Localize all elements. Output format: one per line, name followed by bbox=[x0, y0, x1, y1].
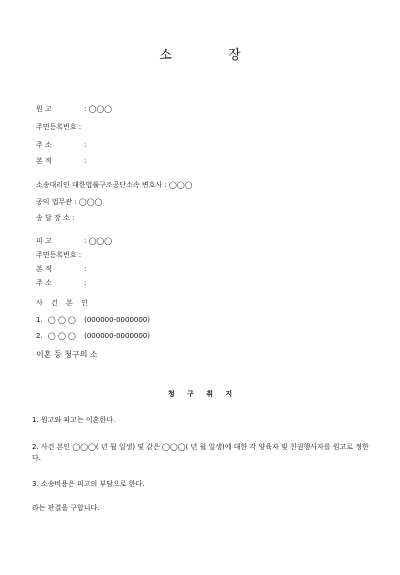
plaintiff-id-label: 주민등록번호 bbox=[36, 123, 77, 131]
claims-heading: 청 구 취 지 bbox=[167, 390, 238, 398]
plaintiff-name: ◯◯◯ bbox=[88, 105, 113, 113]
defendant-domicile-row: 본 적 : bbox=[36, 265, 87, 273]
defendant-address-row: 주 소 : bbox=[36, 279, 87, 287]
principal-id: (000000-0000000) bbox=[84, 332, 150, 340]
principals-heading: 사 건 본 인 bbox=[36, 299, 91, 307]
attorney-row: 소송대리인 대한법률구조공단소속 변호사 : ◯◯◯ bbox=[36, 181, 193, 189]
service-address-label: 송 달 장 소 bbox=[36, 214, 70, 222]
document-title: 소 장 bbox=[159, 48, 267, 63]
defendant-name: ◯◯◯ bbox=[88, 237, 113, 245]
principal-number: 2. bbox=[36, 332, 43, 340]
plaintiff-address-label: 주 소 bbox=[36, 141, 52, 149]
principal-number: 1. bbox=[36, 316, 43, 324]
plaintiff-name-row bbox=[36, 105, 112, 114]
principal-id: (000000-0000000) bbox=[84, 316, 150, 324]
plaintiff-domicile-row: 본 적 : bbox=[36, 157, 87, 165]
defendant-label: 피 고 bbox=[36, 237, 52, 245]
colon: : bbox=[84, 105, 89, 113]
defendant-id-row: 주민등록번호 : bbox=[36, 251, 82, 259]
judgment-request: 라는 판결을 구합니다. bbox=[32, 504, 100, 512]
attorney-name: ◯◯◯ bbox=[168, 181, 193, 189]
public-official-label: 공익 법무관 bbox=[36, 198, 73, 206]
defendant-id-label: 주민등록번호 bbox=[36, 251, 77, 259]
plaintiff-id-row: 주민등록번호 : bbox=[36, 123, 82, 131]
defendant-address-label: 주 소 bbox=[36, 279, 52, 287]
claim-item-2: 2. 사건 본인 ◯◯◯( 년 월 일생) 및 같은 ◯◯◯( 년 월 일생)에 대한 각 양육자 및 친권행사자를 원고로 정한다. bbox=[32, 443, 369, 462]
defendant-name-row: 피 고 : ◯◯◯ bbox=[36, 237, 113, 245]
public-official-name: ◯◯◯ bbox=[78, 198, 103, 206]
case-name: 이혼 등 청구의 소 bbox=[36, 350, 98, 359]
public-official-row: 공익 법무관 : ◯◯◯ bbox=[36, 198, 103, 206]
plaintiff-address-row: 주 소 : bbox=[36, 141, 87, 149]
principal-row-1 bbox=[36, 316, 150, 325]
plaintiff-domicile-label: 본 적 bbox=[36, 157, 52, 165]
defendant-domicile-label: 본 적 bbox=[36, 265, 52, 273]
claim-item-1: 1. 원고와 피고는 이혼한다. bbox=[32, 416, 116, 424]
attorney-label: 소송대리인 대한법률구조공단소속 변호사 bbox=[36, 181, 163, 189]
claim-item-3: 3. 소송비용은 피고의 부담으로 한다. bbox=[32, 480, 145, 488]
principal-name: ◯ ◯ ◯ bbox=[47, 316, 76, 324]
plaintiff-label: 원 고 bbox=[36, 105, 52, 113]
principal-name: ◯ ◯ ◯ bbox=[47, 332, 76, 340]
service-address-row: 송 달 장 소 : bbox=[36, 214, 75, 222]
principal-row-2 bbox=[36, 332, 150, 341]
